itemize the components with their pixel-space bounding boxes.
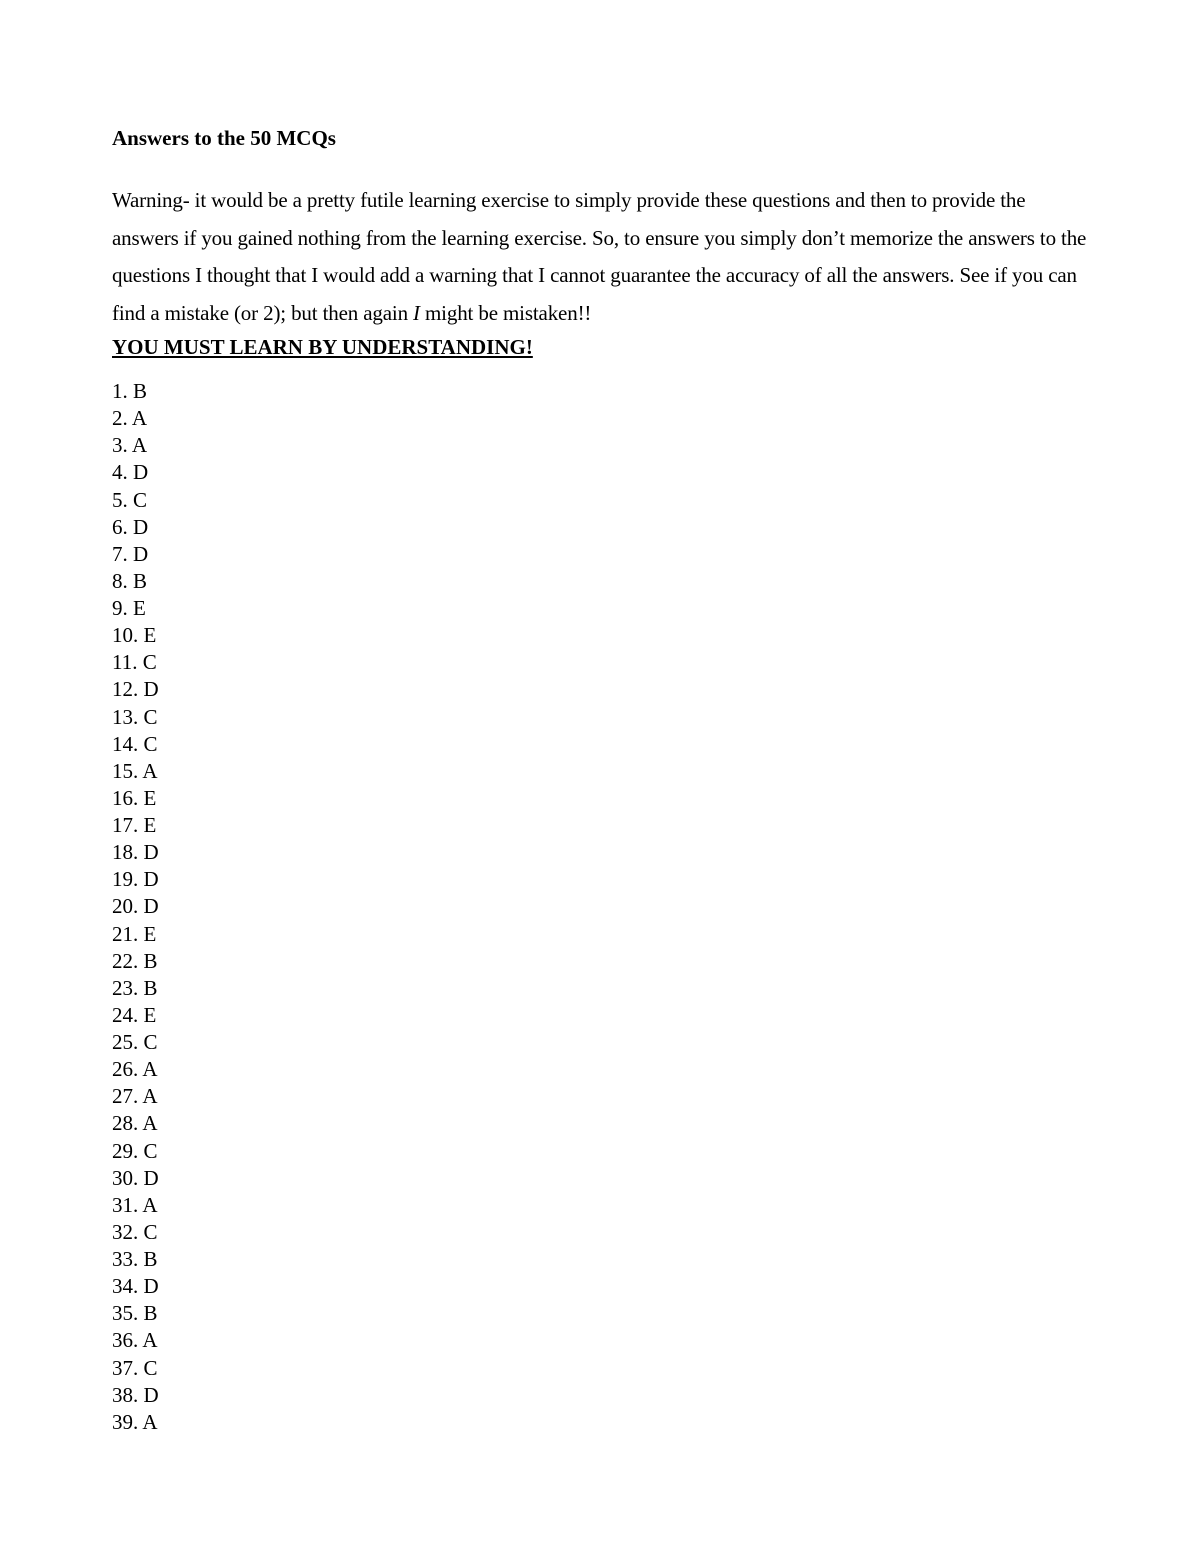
answer-item: 12. D — [112, 677, 159, 702]
answer-item: 27. A — [112, 1084, 158, 1109]
document-page — [112, 124, 1092, 1457]
answer-item: 31. A — [112, 1192, 158, 1217]
warning-text-italic: I — [413, 300, 420, 325]
answer-item: 34. D — [112, 1274, 159, 1299]
answer-item: 4. D — [112, 460, 149, 485]
answer-item: 15. A — [112, 758, 158, 783]
answer-item: 39. A — [112, 1409, 158, 1434]
answer-item: 30. D — [112, 1165, 159, 1190]
answer-item: 33. B — [112, 1247, 158, 1271]
emphasis-heading: YOU MUST LEARN BY UNDERSTANDING! — [112, 335, 533, 359]
answer-item: 8. B — [112, 568, 148, 593]
warning-text-part1: Warning- it would be a pretty futile learning exercise to simply provide these questions and then to provide the answers if you gained nothing from the learning exercise. So, to ensure you simply don’t memorize the answers to the questions I thought that I would add a warning that I cannot guarantee the accuracy of all the answers. See if you can find a mistake (or 2); but then again — [112, 188, 1087, 325]
answer-item: 37. C — [112, 1355, 158, 1380]
answer-item: 3. A — [112, 433, 148, 458]
answer-item: 10. E — [112, 623, 157, 648]
answer-item: 24. E — [112, 1002, 157, 1027]
warning-text-part2: might be mistaken!! — [419, 300, 592, 325]
warning-paragraph — [112, 182, 1092, 332]
answer-item: 28. A — [112, 1111, 158, 1136]
answer-item: 21. E — [112, 921, 157, 946]
answer-item: 1. B — [112, 379, 148, 403]
answer-item: 18. D — [112, 840, 159, 865]
answer-item: 22. B — [112, 948, 158, 973]
answer-item: 23. B — [112, 975, 158, 1000]
answer-item: 36. A — [112, 1328, 158, 1353]
answer-list — [112, 378, 1092, 1436]
answer-item: 17. E — [112, 813, 157, 837]
answer-item: 9. E — [112, 596, 146, 620]
answer-item: 13. C — [112, 704, 158, 729]
answer-item: 5. C — [112, 487, 148, 512]
answer-item: 6. D — [112, 514, 149, 539]
answer-item: 16. E — [112, 785, 157, 810]
answer-item: 26. A — [112, 1057, 158, 1082]
answer-item: 29. C — [112, 1138, 158, 1163]
answer-item: 14. C — [112, 731, 158, 756]
answer-item: 19. D — [112, 867, 159, 892]
answer-item: 25. C — [112, 1030, 158, 1054]
answer-item: 2. A — [112, 406, 148, 431]
answer-item: 20. D — [112, 894, 159, 919]
document-title: Answers to the 50 MCQs — [112, 126, 336, 150]
answer-item: 38. D — [112, 1382, 159, 1407]
answer-item: 35. B — [112, 1301, 158, 1326]
answer-item: 7. D — [112, 541, 149, 566]
answer-item: 11. C — [112, 650, 157, 675]
answer-item: 32. C — [112, 1219, 158, 1244]
